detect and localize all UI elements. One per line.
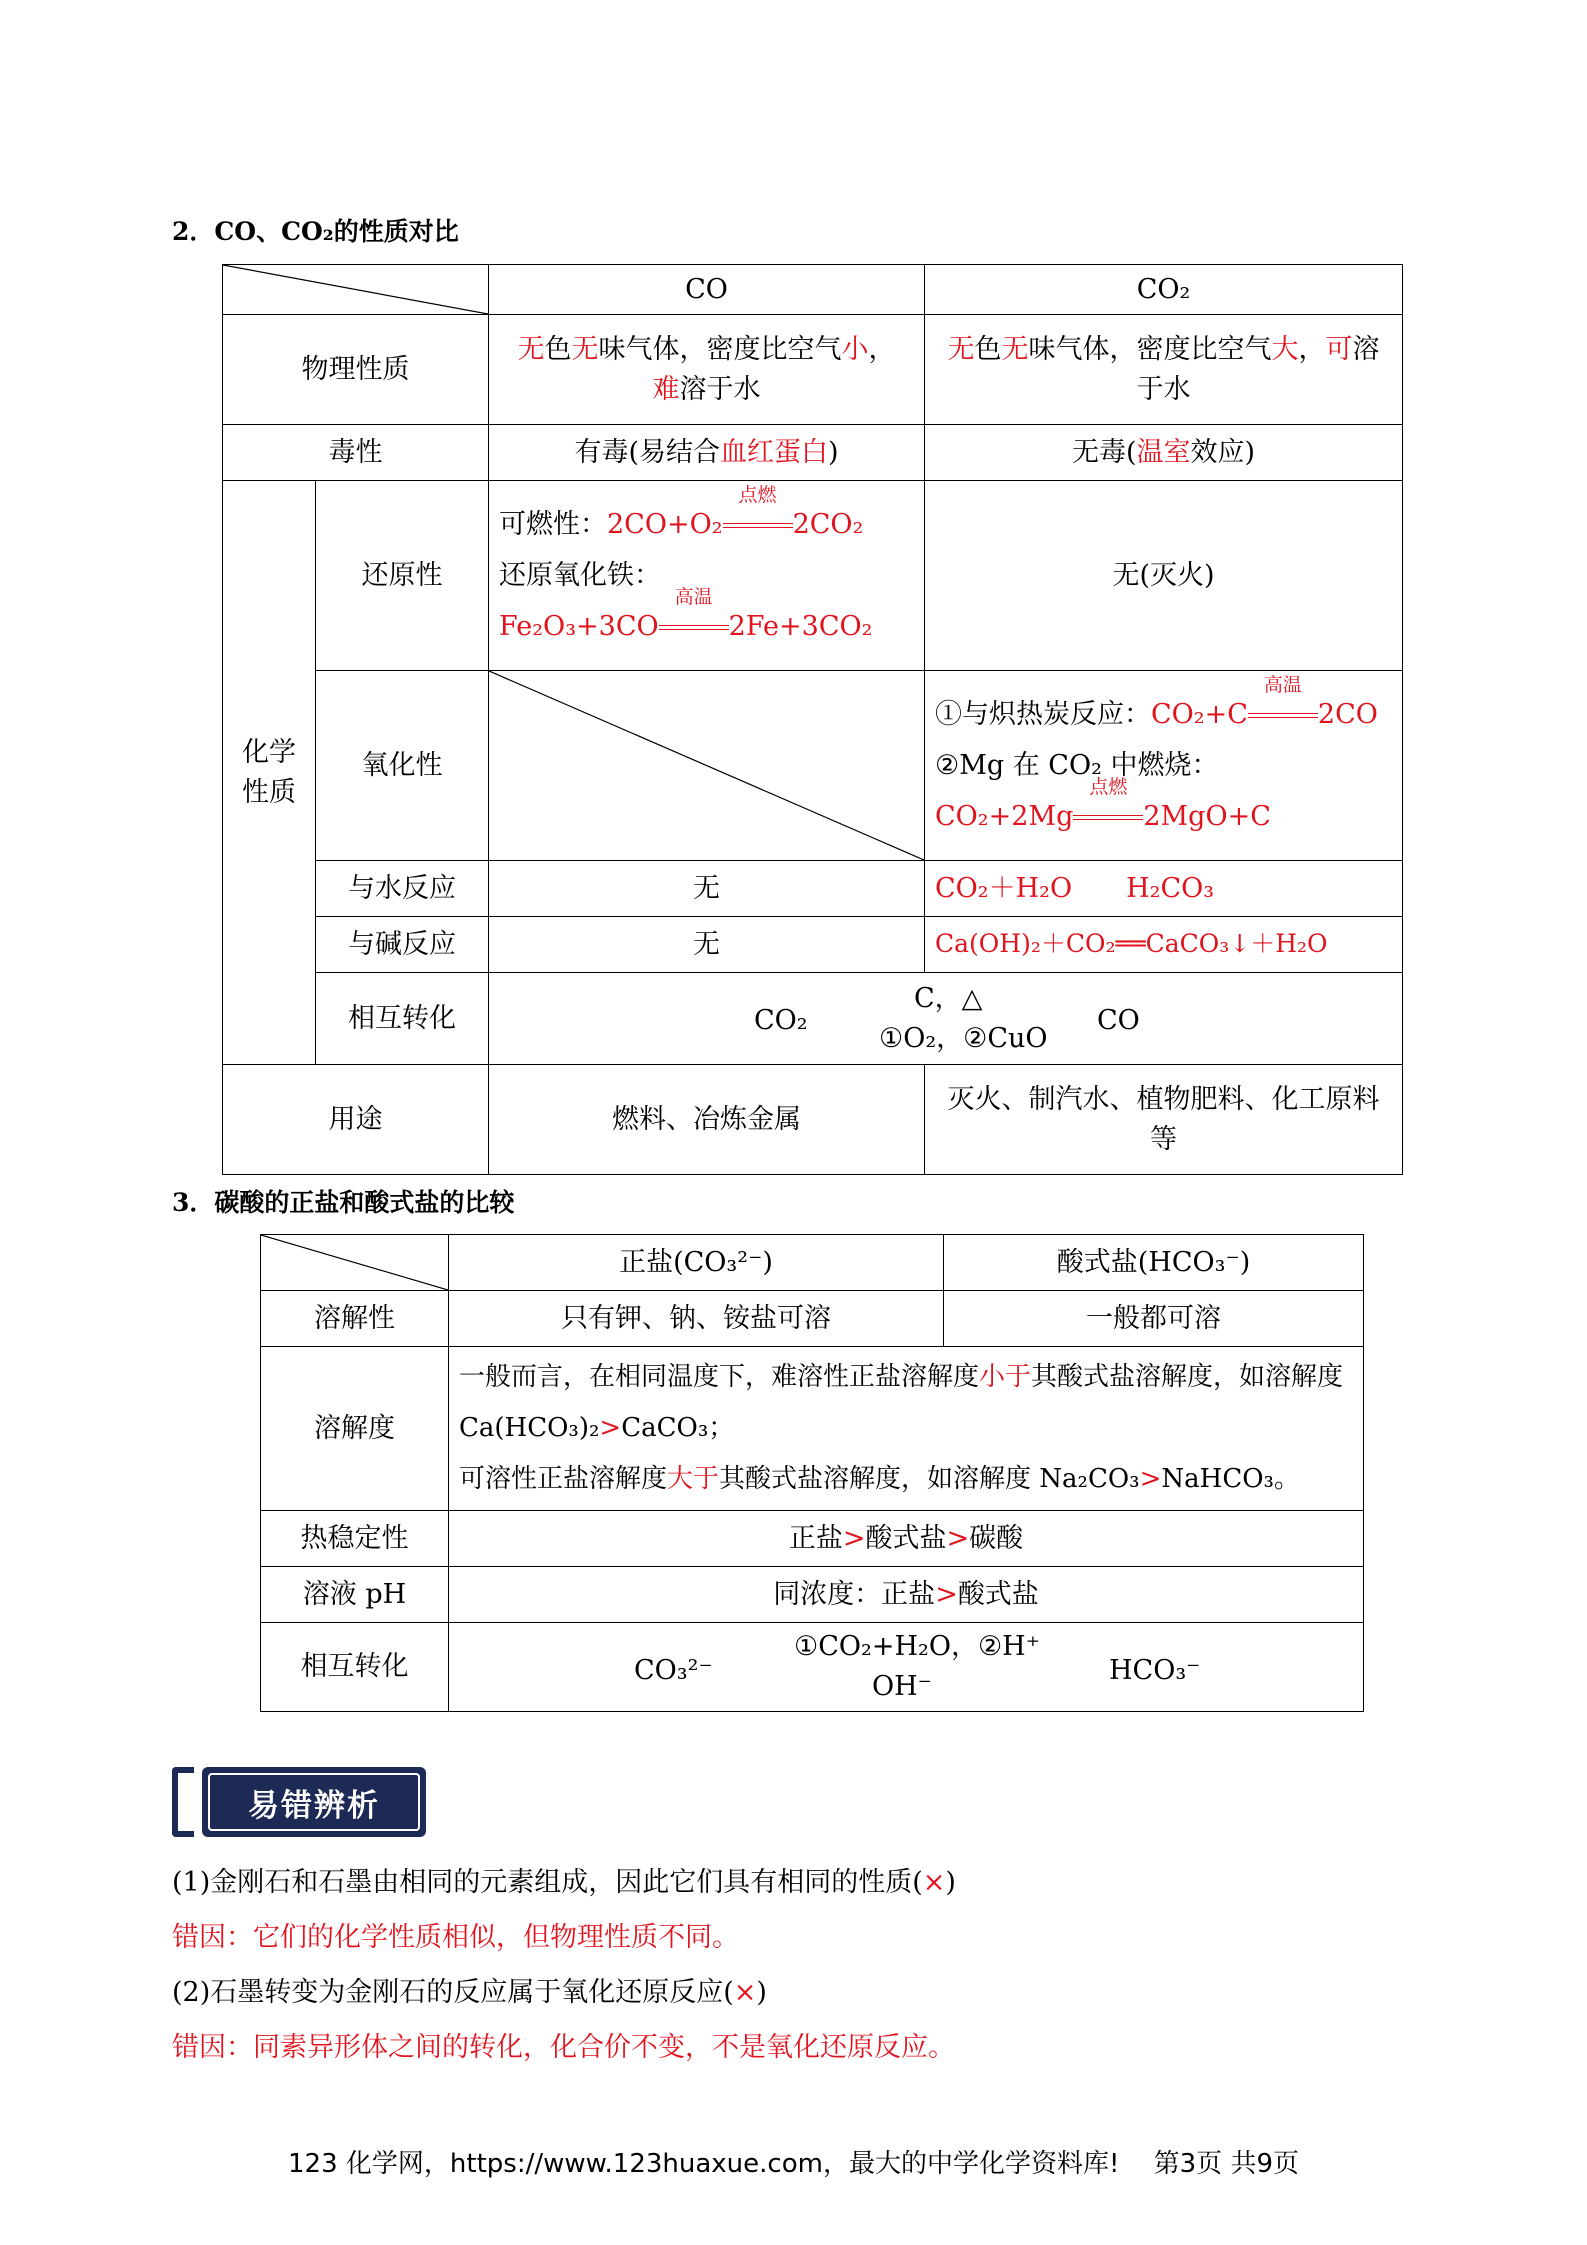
column-header-co2: CO₂ bbox=[925, 265, 1403, 315]
conversion2-bottom: OH⁻ bbox=[872, 1671, 932, 1702]
error-analysis-badge bbox=[172, 1767, 426, 1837]
carbonate-conversion bbox=[449, 1623, 1364, 1712]
column-header-co: CO bbox=[489, 265, 925, 315]
column-header-normal-salt: 正盐(CO₃²⁻) bbox=[449, 1235, 944, 1291]
co-water: 无 bbox=[489, 861, 925, 917]
acid-solubility: 一般都可溶 bbox=[944, 1291, 1364, 1347]
conversion-left: CO₂ bbox=[754, 1004, 808, 1036]
row-label-use: 用途 bbox=[223, 1065, 489, 1175]
error-question-2: (2)石墨转变为金刚石的反应属于氧化还原反应(×) bbox=[172, 1977, 767, 2008]
badge-label: 易错辨析 bbox=[208, 1773, 420, 1831]
row-label-degree: 溶解度 bbox=[261, 1347, 449, 1511]
section-title-carbonates: 3．碳酸的正盐和酸式盐的比较 bbox=[172, 1188, 515, 1217]
row-label-toxicity: 毒性 bbox=[223, 425, 489, 481]
conversion2-top: ①CO₂+H₂O，②H⁺ bbox=[794, 1631, 1040, 1662]
co2-water: CO₂＋H₂O H₂CO₃ bbox=[925, 861, 1403, 917]
error-reason-2: 错因：同素异形体之间的转化，化合价不变，不是氧化还原反应。 bbox=[172, 2032, 955, 2063]
normal-solubility: 只有钾、钠、铵盐可溶 bbox=[449, 1291, 944, 1347]
error-reason-1: 错因：它们的化学性质相似，但物理性质不同。 bbox=[172, 1922, 739, 1953]
conversion-top: C，△ bbox=[914, 982, 983, 1014]
solution-ph: 同浓度：正盐>酸式盐 bbox=[449, 1567, 1364, 1623]
co-co2-comparison-table bbox=[222, 264, 1403, 1175]
conversion2-left: CO₃²⁻ bbox=[634, 1655, 713, 1686]
co-co2-conversion bbox=[489, 973, 1403, 1065]
conversion-right: CO bbox=[1097, 1004, 1140, 1036]
row-label-conversion: 相互转化 bbox=[316, 973, 489, 1065]
co-physical-properties: 无色无味气体，密度比空气小， 难溶于水 bbox=[489, 315, 925, 425]
carbonate-comparison-table bbox=[260, 1234, 1364, 1712]
row-label-chemical: 化学性质 bbox=[223, 481, 316, 1065]
co2-oxidation: ①与炽热炭反应：CO₂+C 高温 2CO ②Mg 在 CO₂ 中燃烧： CO₂+2Mg 点燃 2MgO+C bbox=[925, 671, 1403, 861]
header-diagonal-cell-2 bbox=[261, 1235, 449, 1291]
error-question-1: (1)金刚石和石墨由相同的元素组成，因此它们具有相同的性质(×) bbox=[172, 1867, 956, 1898]
co-toxicity: 有毒(易结合血红蛋白) bbox=[489, 425, 925, 481]
conversion-bottom: ①O₂，②CuO bbox=[879, 1022, 1048, 1054]
co-oxidation-empty-diagonal bbox=[489, 671, 925, 861]
co2-toxicity: 无毒(温室效应) bbox=[925, 425, 1403, 481]
header-diagonal-cell bbox=[223, 265, 489, 315]
row-label-conversion-2: 相互转化 bbox=[261, 1623, 449, 1712]
row-label-base: 与碱反应 bbox=[316, 917, 489, 973]
page-footer: 123 化学网，https://www.123huaxue.com，最大的中学化学资料库! 第3页 共9页 bbox=[288, 2149, 1299, 2179]
row-label-ph: 溶液 pH bbox=[261, 1567, 449, 1623]
conversion2-right: HCO₃⁻ bbox=[1109, 1655, 1201, 1686]
row-label-physical: 物理性质 bbox=[223, 315, 489, 425]
section-title-co-co2: 2．CO、CO₂的性质对比 bbox=[172, 217, 459, 246]
co-reduction: 可燃性：2CO+O₂ 点燃 2CO₂ 还原氧化铁： Fe₂O₃+3CO 高温 2Fe+3CO₂ bbox=[489, 481, 925, 671]
co2-base: Ca(OH)₂＋CO₂══CaCO₃↓＋H₂O bbox=[925, 917, 1403, 973]
solubility-degree-text: 一般而言，在相同温度下，难溶性正盐溶解度小于其酸式盐溶解度，如溶解度 Ca(HCO₃)₂>CaCO₃； 可溶性正盐溶解度大于其酸式盐溶解度，如溶解度 Na₂CO₃>NaHCO₃。 bbox=[449, 1347, 1364, 1511]
row-label-water: 与水反应 bbox=[316, 861, 489, 917]
co2-use: 灭火、制汽水、植物肥料、化工原料等 bbox=[925, 1065, 1403, 1175]
row-label-reduction: 还原性 bbox=[316, 481, 489, 671]
column-header-acid-salt: 酸式盐(HCO₃⁻) bbox=[944, 1235, 1364, 1291]
row-label-thermal: 热稳定性 bbox=[261, 1511, 449, 1567]
badge-bracket-icon bbox=[172, 1767, 194, 1837]
row-label-solubility: 溶解性 bbox=[261, 1291, 449, 1347]
co-use: 燃料、冶炼金属 bbox=[489, 1065, 925, 1175]
co-base: 无 bbox=[489, 917, 925, 973]
thermal-stability: 正盐>酸式盐>碳酸 bbox=[449, 1511, 1364, 1567]
row-label-oxidation: 氧化性 bbox=[316, 671, 489, 861]
co2-physical-properties: 无色无味气体，密度比空气大，可溶于水 bbox=[925, 315, 1403, 425]
co2-reduction: 无(灭火) bbox=[925, 481, 1403, 671]
